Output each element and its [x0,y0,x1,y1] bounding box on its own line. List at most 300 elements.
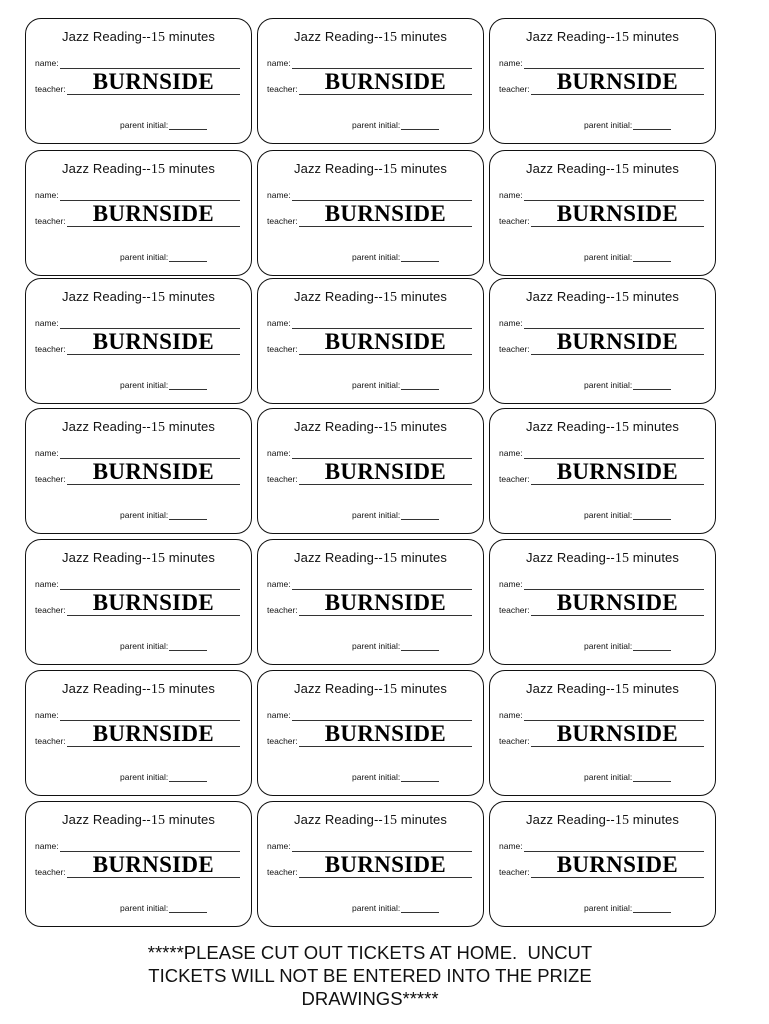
title-prefix: Jazz Reading-- [294,681,383,696]
title-suffix: minutes [629,550,679,565]
parent-initial-row [120,510,207,520]
parent-initial-row [584,510,671,520]
teacher-row [267,852,472,878]
teacher-line [531,458,704,485]
reading-ticket-20 [257,801,484,927]
teacher-row [267,201,472,227]
reading-ticket-1 [25,18,252,144]
teacher-name: BURNSIDE [92,329,214,354]
name-blank-line[interactable] [292,54,472,69]
teacher-name: BURNSIDE [556,459,678,484]
ticket-title [490,289,715,306]
parent-initial-blank[interactable] [633,252,671,262]
teacher-name: BURNSIDE [556,852,678,877]
title-prefix: Jazz Reading-- [526,681,615,696]
name-blank-line[interactable] [524,706,704,721]
ticket-title [490,681,715,698]
parent-initial-blank[interactable] [401,510,439,520]
parent-initial-row [352,510,439,520]
name-label: name: [267,841,291,851]
title-prefix: Jazz Reading-- [62,419,151,434]
ticket-title [26,550,251,567]
teacher-row [35,329,240,355]
ticket-title [490,419,715,436]
teacher-label: teacher: [35,216,66,226]
teacher-name: BURNSIDE [92,69,214,94]
name-blank-line[interactable] [292,444,472,459]
name-blank-line[interactable] [292,837,472,852]
teacher-label: teacher: [267,84,298,94]
ticket-title [26,681,251,698]
name-row [35,315,240,329]
name-label: name: [35,579,59,589]
name-blank-line[interactable] [524,837,704,852]
teacher-name: BURNSIDE [324,721,446,746]
ticket-title [258,419,483,436]
teacher-line [299,589,472,616]
parent-initial-label: parent initial: [352,252,401,262]
title-suffix: minutes [165,289,215,304]
teacher-row [499,721,704,747]
teacher-line [67,328,240,355]
name-blank-line[interactable] [292,706,472,721]
reading-ticket-21 [489,801,716,927]
name-blank-line[interactable] [524,575,704,590]
reading-ticket-18 [489,670,716,796]
parent-initial-label: parent initial: [352,641,401,651]
teacher-row [267,69,472,95]
teacher-row [499,459,704,485]
teacher-row [35,590,240,616]
name-row [35,576,240,590]
teacher-name: BURNSIDE [324,590,446,615]
parent-initial-blank[interactable] [169,641,207,651]
name-label: name: [499,58,523,68]
title-minutes-number: 15 [382,682,398,697]
name-label: name: [267,318,291,328]
teacher-name: BURNSIDE [324,69,446,94]
ticket-title [490,812,715,829]
name-blank-line[interactable] [60,575,240,590]
parent-initial-blank[interactable] [401,252,439,262]
reading-ticket-5 [257,150,484,276]
teacher-label: teacher: [499,474,530,484]
reading-ticket-17 [257,670,484,796]
title-minutes-number: 15 [382,813,398,828]
title-prefix: Jazz Reading-- [526,550,615,565]
parent-initial-label: parent initial: [120,510,169,520]
name-label: name: [267,58,291,68]
title-suffix: minutes [397,419,447,434]
title-minutes-number: 15 [150,162,166,177]
name-blank-line[interactable] [524,186,704,201]
parent-initial-label: parent initial: [584,252,633,262]
title-prefix: Jazz Reading-- [526,419,615,434]
parent-initial-label: parent initial: [352,120,401,130]
title-minutes-number: 15 [614,162,630,177]
name-row [499,445,704,459]
name-label: name: [35,710,59,720]
teacher-label: teacher: [35,736,66,746]
ticket-title [490,29,715,46]
parent-initial-row [584,772,671,782]
ticket-title [258,681,483,698]
reading-ticket-4 [25,150,252,276]
teacher-label: teacher: [35,605,66,615]
teacher-name: BURNSIDE [556,329,678,354]
name-row [267,55,472,69]
teacher-row [35,201,240,227]
reading-ticket-8 [257,278,484,404]
teacher-label: teacher: [499,867,530,877]
teacher-row [35,69,240,95]
parent-initial-blank[interactable] [633,380,671,390]
title-minutes-number: 15 [150,30,166,45]
name-blank-line[interactable] [524,54,704,69]
teacher-row [35,459,240,485]
parent-initial-label: parent initial: [120,772,169,782]
teacher-label: teacher: [35,867,66,877]
title-prefix: Jazz Reading-- [294,29,383,44]
teacher-name: BURNSIDE [324,459,446,484]
title-suffix: minutes [165,681,215,696]
name-row [499,187,704,201]
parent-initial-label: parent initial: [352,510,401,520]
ticket-title [258,289,483,306]
parent-initial-blank[interactable] [633,772,671,782]
title-suffix: minutes [397,812,447,827]
teacher-row [499,590,704,616]
title-minutes-number: 15 [150,682,166,697]
teacher-name: BURNSIDE [92,590,214,615]
parent-initial-row [120,903,207,913]
ticket-title [26,419,251,436]
title-minutes-number: 15 [382,290,398,305]
name-row [267,315,472,329]
name-blank-line[interactable] [60,54,240,69]
teacher-label: teacher: [499,344,530,354]
name-label: name: [499,579,523,589]
parent-initial-blank[interactable] [169,772,207,782]
name-blank-line[interactable] [292,186,472,201]
reading-ticket-13 [25,539,252,665]
teacher-line [299,68,472,95]
name-blank-line[interactable] [60,444,240,459]
title-minutes-number: 15 [614,551,630,566]
title-prefix: Jazz Reading-- [526,161,615,176]
title-suffix: minutes [397,681,447,696]
ticket-title [258,812,483,829]
teacher-line [531,720,704,747]
reading-ticket-6 [489,150,716,276]
parent-initial-label: parent initial: [120,380,169,390]
parent-initial-row [352,641,439,651]
parent-initial-row [584,641,671,651]
notice-line-1: *****PLEASE CUT OUT TICKETS AT HOME. UNCUT [147,942,593,963]
name-blank-line[interactable] [60,314,240,329]
parent-initial-blank[interactable] [401,380,439,390]
teacher-label: teacher: [499,605,530,615]
parent-initial-blank[interactable] [169,510,207,520]
reading-ticket-14 [257,539,484,665]
name-blank-line[interactable] [60,837,240,852]
parent-initial-blank[interactable] [169,380,207,390]
title-suffix: minutes [165,550,215,565]
teacher-label: teacher: [499,736,530,746]
title-suffix: minutes [165,29,215,44]
title-prefix: Jazz Reading-- [62,812,151,827]
name-row [267,445,472,459]
teacher-label: teacher: [267,344,298,354]
title-prefix: Jazz Reading-- [526,29,615,44]
teacher-label: teacher: [499,216,530,226]
name-row [499,576,704,590]
teacher-row [267,459,472,485]
teacher-row [499,69,704,95]
name-row [499,315,704,329]
notice-line-3: DRAWINGS***** [301,988,439,1009]
parent-initial-row [352,772,439,782]
name-label: name: [35,318,59,328]
teacher-line [531,589,704,616]
title-minutes-number: 15 [614,30,630,45]
ticket-title [258,29,483,46]
title-minutes-number: 15 [150,420,166,435]
title-suffix: minutes [397,289,447,304]
title-prefix: Jazz Reading-- [294,161,383,176]
teacher-line [299,851,472,878]
title-prefix: Jazz Reading-- [294,419,383,434]
teacher-row [499,852,704,878]
reading-ticket-7 [25,278,252,404]
reading-ticket-2 [257,18,484,144]
parent-initial-row [352,120,439,130]
name-label: name: [499,710,523,720]
name-blank-line[interactable] [292,575,472,590]
parent-initial-label: parent initial: [120,252,169,262]
name-label: name: [267,710,291,720]
reading-ticket-16 [25,670,252,796]
reading-ticket-12 [489,408,716,534]
name-label: name: [499,841,523,851]
title-minutes-number: 15 [614,290,630,305]
title-minutes-number: 15 [150,551,166,566]
teacher-name: BURNSIDE [92,721,214,746]
title-minutes-number: 15 [614,420,630,435]
title-minutes-number: 15 [614,813,630,828]
teacher-row [35,721,240,747]
teacher-name: BURNSIDE [556,69,678,94]
teacher-line [299,458,472,485]
parent-initial-label: parent initial: [352,380,401,390]
name-row [499,838,704,852]
title-suffix: minutes [629,29,679,44]
name-row [267,838,472,852]
reading-ticket-11 [257,408,484,534]
teacher-line [67,851,240,878]
parent-initial-row [120,252,207,262]
parent-initial-row [584,120,671,130]
name-row [267,707,472,721]
parent-initial-blank[interactable] [401,641,439,651]
parent-initial-row [120,772,207,782]
teacher-label: teacher: [267,474,298,484]
teacher-label: teacher: [267,605,298,615]
parent-initial-blank[interactable] [633,120,671,130]
title-suffix: minutes [397,161,447,176]
parent-initial-label: parent initial: [584,510,633,520]
teacher-line [531,200,704,227]
teacher-line [67,458,240,485]
teacher-label: teacher: [267,736,298,746]
ticket-title [26,289,251,306]
teacher-line [67,720,240,747]
parent-initial-label: parent initial: [584,380,633,390]
title-prefix: Jazz Reading-- [294,550,383,565]
ticket-title [26,161,251,178]
name-label: name: [499,448,523,458]
teacher-row [499,201,704,227]
name-row [267,187,472,201]
teacher-label: teacher: [35,474,66,484]
teacher-name: BURNSIDE [324,852,446,877]
teacher-label: teacher: [267,867,298,877]
teacher-line [67,200,240,227]
title-prefix: Jazz Reading-- [62,550,151,565]
name-row [35,838,240,852]
name-row [35,55,240,69]
title-minutes-number: 15 [382,420,398,435]
parent-initial-blank[interactable] [401,772,439,782]
parent-initial-label: parent initial: [352,772,401,782]
title-suffix: minutes [629,161,679,176]
title-prefix: Jazz Reading-- [526,289,615,304]
name-label: name: [35,58,59,68]
name-blank-line[interactable] [292,314,472,329]
parent-initial-row [120,380,207,390]
title-suffix: minutes [629,419,679,434]
ticket-title [490,161,715,178]
name-row [499,55,704,69]
parent-initial-label: parent initial: [584,772,633,782]
parent-initial-blank[interactable] [169,252,207,262]
title-suffix: minutes [397,550,447,565]
teacher-name: BURNSIDE [556,590,678,615]
parent-initial-row [352,252,439,262]
ticket-title [490,550,715,567]
teacher-label: teacher: [267,216,298,226]
name-row [499,707,704,721]
teacher-line [67,68,240,95]
name-label: name: [267,190,291,200]
parent-initial-blank[interactable] [169,120,207,130]
teacher-name: BURNSIDE [324,329,446,354]
teacher-row [267,329,472,355]
name-blank-line[interactable] [524,444,704,459]
parent-initial-blank[interactable] [633,641,671,651]
title-prefix: Jazz Reading-- [526,812,615,827]
teacher-line [531,68,704,95]
title-minutes-number: 15 [150,290,166,305]
teacher-row [267,721,472,747]
parent-initial-blank[interactable] [633,903,671,913]
cut-out-notice [60,941,680,1010]
teacher-label: teacher: [35,344,66,354]
teacher-name: BURNSIDE [556,201,678,226]
name-blank-line[interactable] [60,186,240,201]
name-blank-line[interactable] [60,706,240,721]
name-label: name: [499,190,523,200]
parent-initial-row [352,380,439,390]
ticket-title [26,29,251,46]
title-suffix: minutes [397,29,447,44]
title-suffix: minutes [629,681,679,696]
name-row [35,445,240,459]
name-label: name: [35,841,59,851]
parent-initial-blank[interactable] [401,903,439,913]
title-prefix: Jazz Reading-- [62,289,151,304]
parent-initial-blank[interactable] [633,510,671,520]
reading-ticket-15 [489,539,716,665]
parent-initial-blank[interactable] [169,903,207,913]
parent-initial-row [584,252,671,262]
name-label: name: [267,579,291,589]
name-blank-line[interactable] [524,314,704,329]
teacher-line [531,328,704,355]
teacher-line [299,720,472,747]
reading-ticket-19 [25,801,252,927]
title-suffix: minutes [165,812,215,827]
reading-ticket-10 [25,408,252,534]
ticket-title [258,161,483,178]
name-label: name: [35,448,59,458]
title-minutes-number: 15 [382,30,398,45]
title-prefix: Jazz Reading-- [62,681,151,696]
parent-initial-label: parent initial: [584,641,633,651]
title-minutes-number: 15 [614,682,630,697]
title-suffix: minutes [165,161,215,176]
teacher-row [499,329,704,355]
name-label: name: [35,190,59,200]
teacher-label: teacher: [499,84,530,94]
title-minutes-number: 15 [382,162,398,177]
parent-initial-label: parent initial: [352,903,401,913]
name-row [35,707,240,721]
parent-initial-row [352,903,439,913]
teacher-row [35,852,240,878]
teacher-line [531,851,704,878]
parent-initial-row [120,120,207,130]
parent-initial-blank[interactable] [401,120,439,130]
parent-initial-label: parent initial: [120,120,169,130]
title-prefix: Jazz Reading-- [62,29,151,44]
teacher-line [299,200,472,227]
parent-initial-label: parent initial: [584,903,633,913]
teacher-line [299,328,472,355]
title-prefix: Jazz Reading-- [62,161,151,176]
parent-initial-row [584,380,671,390]
ticket-title [258,550,483,567]
teacher-name: BURNSIDE [92,459,214,484]
parent-initial-label: parent initial: [120,903,169,913]
ticket-title [26,812,251,829]
name-row [267,576,472,590]
reading-ticket-3 [489,18,716,144]
parent-initial-label: parent initial: [120,641,169,651]
reading-ticket-9 [489,278,716,404]
teacher-name: BURNSIDE [324,201,446,226]
parent-initial-label: parent initial: [584,120,633,130]
